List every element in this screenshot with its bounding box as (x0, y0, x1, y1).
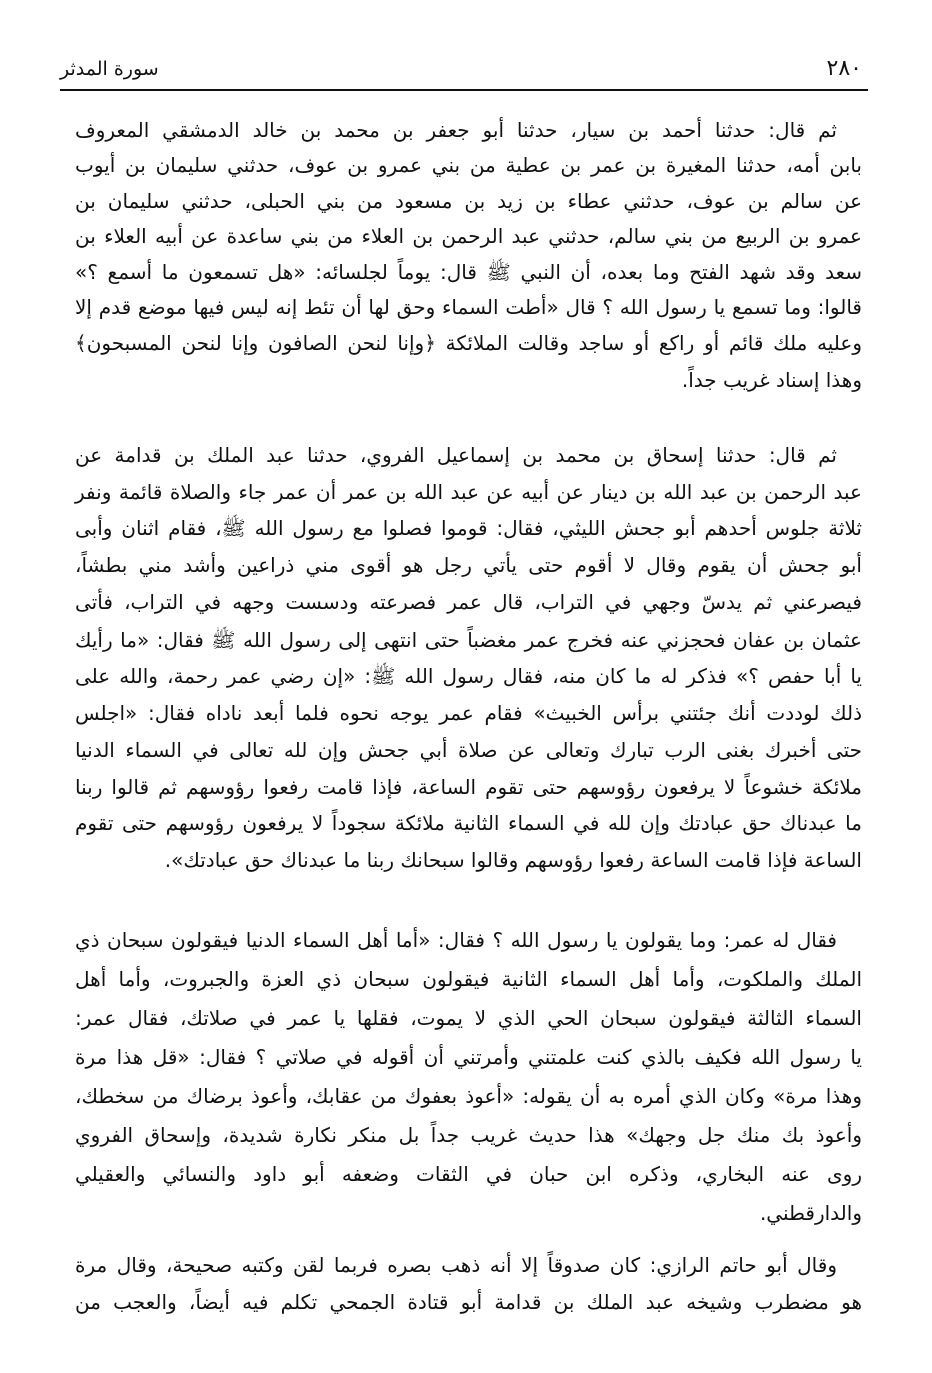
text-line: السماء الثالثة فيقولون سبحان الحي الذي لا يموت، فقلها يا عمر في صلاتك، فقال عمر: (75, 1006, 862, 1030)
text-line: روى عنه البخاري، وذكره ابن حبان في الثقات وضعفه أبو داود والنسائي والعقيلي (75, 1162, 862, 1186)
text-line: سعد وقد شهد الفتح وما بعده، أن النبي ﷺ قال: يوماً لجلسائه: «هل تسمعون ما أسمع ؟» (75, 260, 862, 284)
text-line: عمرو بن الربيع من بني سالم، حدثني عبد الرحمن بن العلاء من بني ساعدة عن أبيه العلاء بن (75, 224, 862, 248)
page-number: ٢٨٠ (826, 56, 862, 81)
text-line: فيصرعني ثم يدسّ وجهي في التراب، قال عمر فصرعته ودسست وجهه في التراب، فأتى (75, 590, 862, 614)
surah-title: سورة المدثر (60, 58, 159, 80)
text-line: عثمان بن عفان فحجزني عنه فخرج عمر مغضباً حتى انتهى إلى رسول الله ﷺ فقال: «ما رأيك (75, 628, 862, 652)
text-line: حتى أخبرك بغنى الرب تبارك وتعالى عن صلاة أبي جحش وإن لله تعالى في السماء الدنيا (75, 738, 862, 762)
text-line: يا رسول الله فكيف بالذي كنت علمتني وأمرتني أن أقوله في صلاتي ؟ فقال: «قل هذا مرة (75, 1045, 862, 1069)
text-line: والدارقطني. (759, 1201, 862, 1225)
text-line: وهذا إسناد غريب جداً. (681, 368, 862, 392)
text-line: بابن أمه، حدثنا المغيرة بن عمر بن عطية من بني عمرو بن عوف، حدثني سليمان بن أيوب (75, 153, 862, 177)
text-line: ثم قال: حدثنا أحمد بن سيار، حدثنا أبو جعفر بن محمد بن خالد الدمشقي المعروف (75, 118, 837, 142)
text-line: ثم قال: حدثنا إسحاق بن محمد بن إسماعيل الفروي، حدثنا عبد الملك بن قدامة عن (75, 443, 837, 467)
text-line: عبد الرحمن بن عبد الله بن دينار عن أبيه عن عبد الله بن عمر أن عمر جاء والصلاة قائمة ونفر (75, 480, 862, 504)
text-line: وهذا مرة» وكان الذي أمره به أن يقوله: «أعوذ بعفوك من عقابك، وأعوذ برضاك من سخطك، (75, 1084, 862, 1108)
text-line: أبو جحش أن يقوم وقال لا أقوم حتى يأتي رجل هو أقوى مني ذراعين وأشد مني بطشاً، (75, 553, 862, 577)
text-line: ما عبدناك حق عبادتك وإن لله في السماء الثانية ملائكة سجوداً لا يرفعون رؤوسهم حتى تقوم (75, 811, 862, 835)
text-line: عن سالم بن عوف، حدثني عطاء بن زيد بن مسعود من بني الحبلى، حدثني سليمان بن (75, 189, 862, 213)
header-divider (60, 89, 868, 91)
text-line: وقال أبو حاتم الرازي: كان صدوقاً إلا أنه ذهب بصره فربما لقن وكتبه صحيحة، وقال مرة (75, 1253, 837, 1277)
text-line: ذلك لوددت أنك جئتني برأس الخبيث» فقام عمر يوجه نحوه فلما أبعد ناداه فقال: «اجلس (75, 701, 862, 725)
text-line: هو مضطرب وشيخه عبد الملك بن قدامة أبو قتادة الجمحي تكلم فيه أيضاً، والعجب من (75, 1290, 862, 1314)
text-line: الساعة فإذا قامت الساعة رفعوا رؤوسهم وقالوا سبحانك ربنا ما عبدناك حق عبادتك». (164, 848, 862, 872)
text-line: ثلاثة جلوس أحدهم أبو جحش الليثي، فقال: قوموا فصلوا مع رسول الله ﷺ، فقام اثنان وأبى (75, 516, 862, 540)
text-line: يا أبا حفص ؟» فذكر له ما كان منه، فقال رسول الله ﷺ: «إن رضي عمر رحمة، والله على (75, 664, 862, 688)
text-line: فقال له عمر: وما يقولون يا رسول الله ؟ فقال: «أما أهل السماء الدنيا فيقولون سبحان ذي (75, 928, 837, 952)
text-line: قالوا: وما تسمع يا رسول الله ؟ قال «أطت السماء وحق لها أن تئط إنه ليس فيها موضع قدم إلا (75, 295, 862, 319)
text-line: الملك والملكوت، وأما أهل السماء الثانية فيقولون سبحان ذي العزة والجبروت، وأما أهل (75, 967, 862, 991)
text-line: ملائكة خشوعاً لا يرفعون رؤوسهم حتى تقوم الساعة، فإذا قامت رفعوا رؤوسهم ثم قالوا ربنا (75, 775, 862, 799)
text-line: وأعوذ بك منك جل وجهك» هذا حديث غريب جداً بل منكر نكارة شديدة، وإسحاق الفروي (75, 1123, 862, 1147)
text-line: وعليه ملك قائم أو راكع أو ساجد وقالت الملائكة ﴿وإنا لنحن الصافون وإنا لنحن المسبحون﴾ (75, 331, 862, 355)
